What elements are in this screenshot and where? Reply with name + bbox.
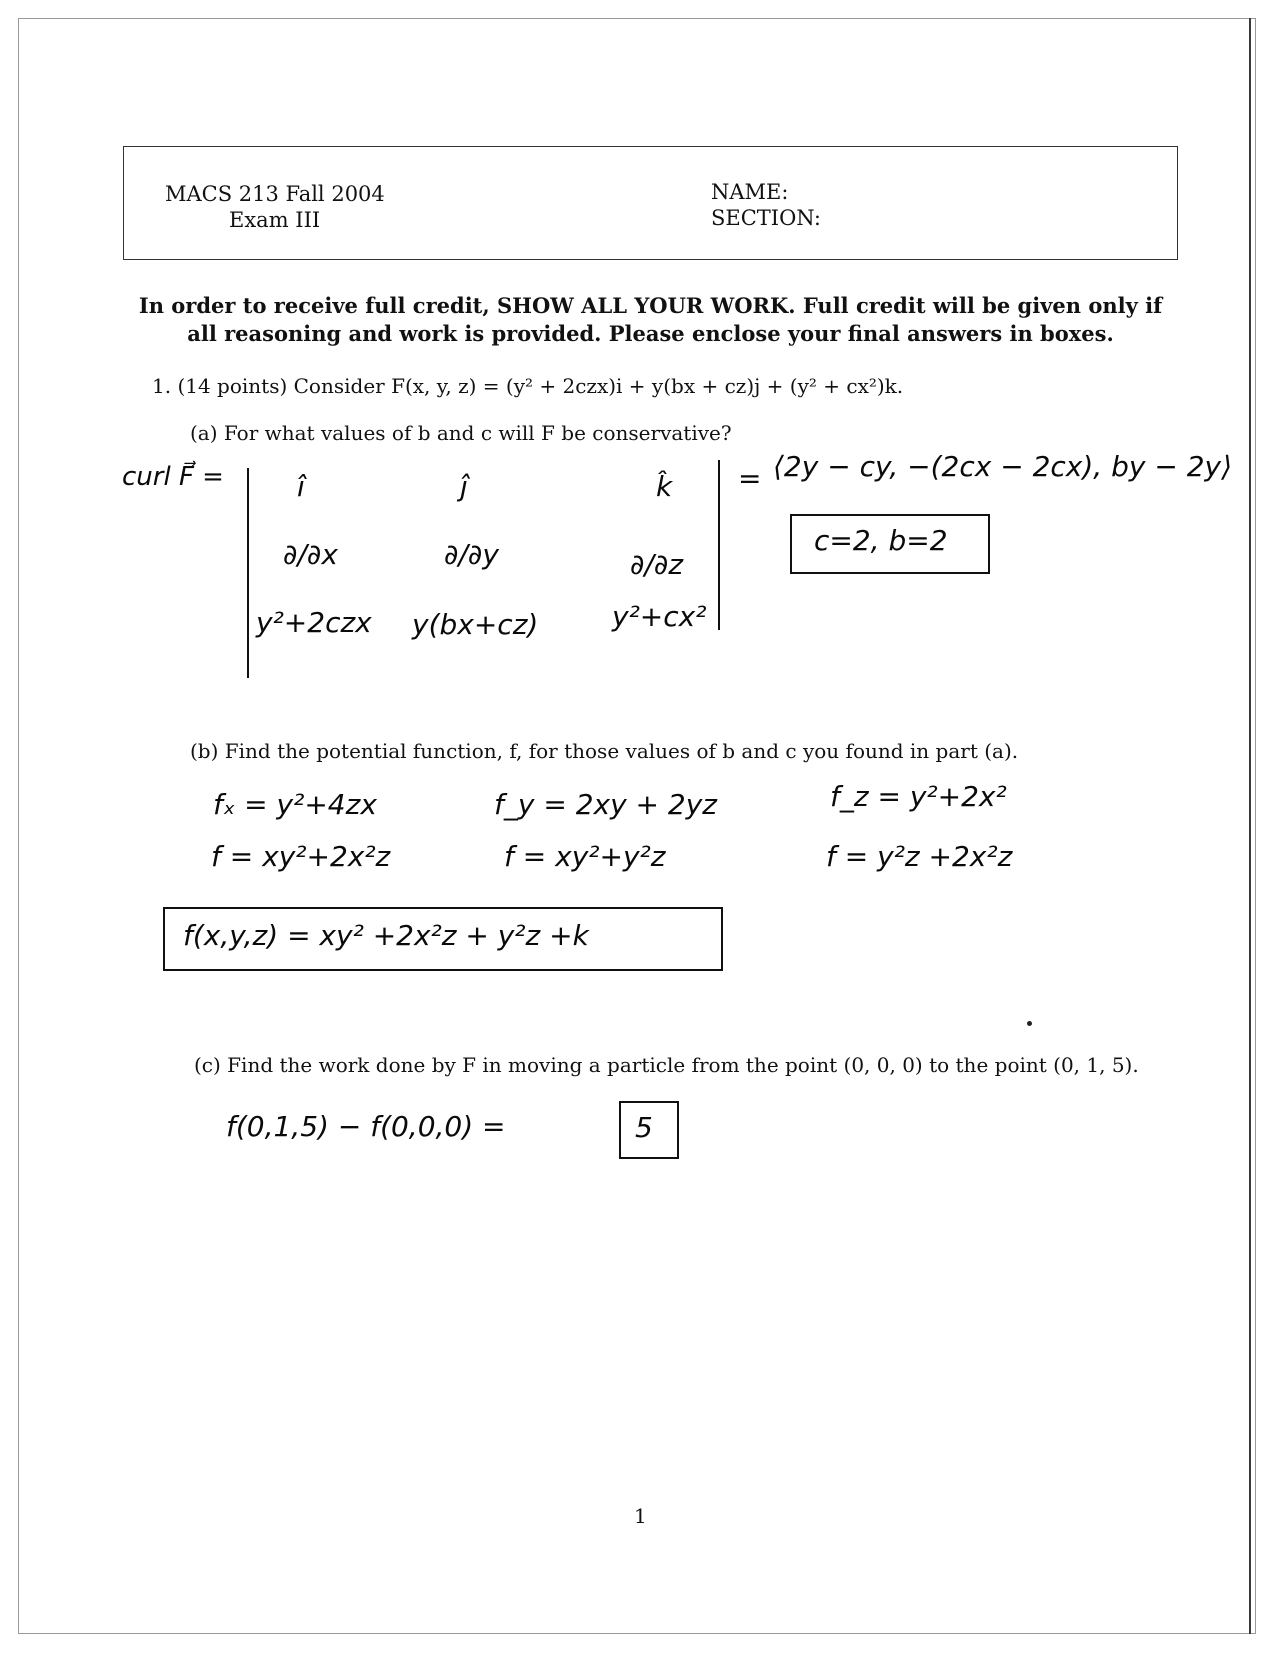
exam-header-box — [123, 146, 1178, 260]
integral-f-1: f = xy²+2x²z — [211, 840, 391, 873]
scan-speck — [1027, 1021, 1032, 1026]
partial-fx: fₓ = y²+4zx — [213, 788, 377, 821]
instructions-line-2: all reasoning and work is provided. Please enclose your final answers in boxes. — [187, 321, 1114, 346]
integral-f-3: f = y²z +2x²z — [826, 840, 1013, 873]
page-number: 1 — [634, 1504, 647, 1528]
matrix-d-dy: ∂/∂y — [444, 538, 499, 571]
course-title: MACS 213 Fall 2004 — [165, 182, 385, 206]
matrix-j-hat: ĵ — [460, 470, 468, 503]
part-a-answer-box — [790, 514, 990, 574]
matrix-d-dx: ∂/∂x — [283, 538, 338, 571]
integral-f-2: f = xy²+y²z — [504, 840, 666, 873]
scan-edge-line — [1249, 18, 1251, 1634]
matrix-component-p: y²+2czx — [256, 606, 372, 639]
part-c-answer-box — [619, 1101, 679, 1159]
curl-equals: = — [738, 462, 762, 495]
partial-fy: f_y = 2xy + 2yz — [494, 788, 717, 821]
section-label: SECTION: — [711, 206, 822, 230]
instructions-line-1: In order to receive full credit, SHOW ALL YOUR WORK. Full credit will be given only if — [138, 293, 1163, 318]
curl-label: curl F⃗ = — [122, 462, 224, 492]
part-c-work: f(0,1,5) − f(0,0,0) = — [226, 1110, 506, 1143]
part-c-question: (c) Find the work done by F in moving a particle from the point (0, 0, 0) to the point (0, 1, 5). — [194, 1053, 1139, 1077]
partial-fz: f_z = y²+2x² — [830, 780, 1007, 813]
part-c-answer: 5 — [635, 1111, 653, 1144]
matrix-component-r: y²+cx² — [612, 600, 707, 633]
matrix-component-q: y(bx+cz) — [412, 608, 539, 641]
determinant-left-bar — [247, 468, 249, 678]
matrix-d-dz: ∂/∂z — [630, 548, 684, 581]
part-b-answer: f(x,y,z) = xy² +2x²z + y²z +k — [183, 919, 589, 952]
problem-1-statement: 1. (14 points) Consider F(x, y, z) = (y² + 2czx)i + y(bx + cz)j + (y² + cx²)k. — [152, 374, 904, 398]
determinant-right-bar — [718, 460, 720, 630]
matrix-k-hat: k̂ — [656, 470, 673, 503]
name-label: NAME: — [711, 180, 789, 204]
exam-title: Exam III — [229, 208, 321, 232]
part-b-answer-box — [163, 907, 723, 971]
matrix-i-hat: î — [297, 470, 305, 503]
part-a-answer: c=2, b=2 — [814, 524, 948, 557]
part-b-question: (b) Find the potential function, f, for those values of b and c you found in part (a). — [190, 739, 1019, 763]
part-a-question: (a) For what values of b and c will F be conservative? — [190, 421, 732, 445]
page-border — [18, 18, 1256, 1634]
curl-result: ⟨2y − cy, −(2cx − 2cx), by − 2y⟩ — [773, 450, 1233, 483]
instructions — [118, 292, 1183, 348]
